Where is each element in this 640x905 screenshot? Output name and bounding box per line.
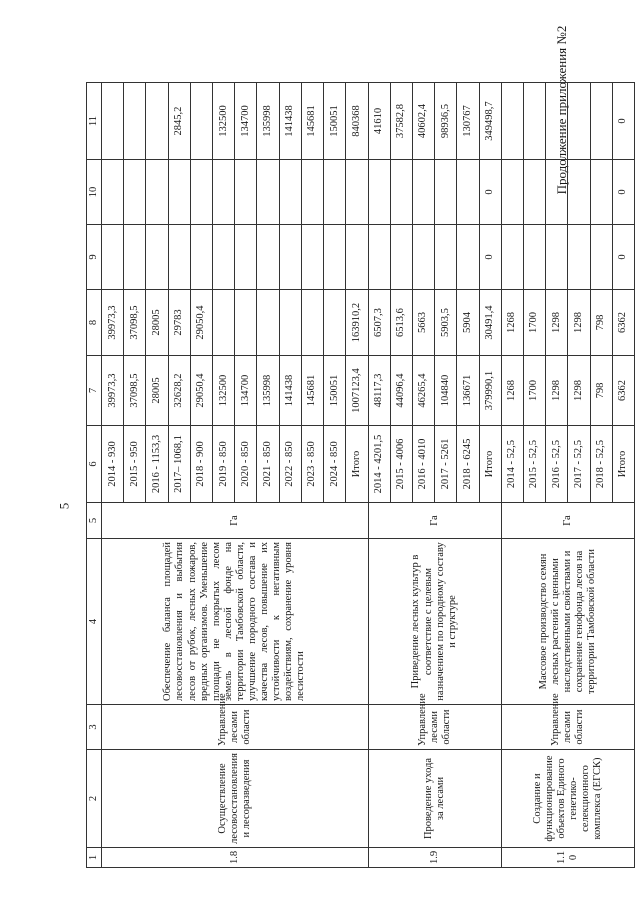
- year-volume: Итого: [346, 426, 368, 503]
- year-volume: 2015 - 52,5: [523, 426, 545, 503]
- year-volume: 2017 - 52,5: [568, 426, 590, 503]
- cost-col9: [190, 225, 212, 290]
- cost-total: 1007123,4: [346, 356, 368, 426]
- header-cell: 2: [87, 750, 102, 848]
- cost-col10: [146, 160, 168, 225]
- cost-col11: 132500: [213, 83, 235, 160]
- header-cell: 4: [87, 539, 102, 705]
- cost-col9: [324, 225, 346, 290]
- cost-total: 46265,4: [412, 356, 434, 426]
- cost-col9: 0: [479, 225, 501, 290]
- cost-col10: [168, 160, 190, 225]
- cost-col11: 134700: [235, 83, 257, 160]
- header-cell: 6: [87, 426, 102, 503]
- year-volume: 2015 - 950: [124, 426, 146, 503]
- header-row: [87, 83, 102, 868]
- cost-col9: [346, 225, 368, 290]
- cost-budget: [279, 290, 301, 356]
- cost-total: 104840: [435, 356, 457, 426]
- row-number: 1.1 0: [501, 848, 634, 868]
- cost-col9: [501, 225, 523, 290]
- year-volume: 2016 - 52,5: [546, 426, 568, 503]
- header-cell: 5: [87, 503, 102, 539]
- cost-col11: 98936,5: [435, 83, 457, 160]
- cost-budget: 6507,3: [368, 290, 390, 356]
- cost-col11: [190, 83, 212, 160]
- cost-col11: 130767: [457, 83, 479, 160]
- unit: Га: [501, 503, 634, 539]
- cost-col10: [213, 160, 235, 225]
- cost-col10: [257, 160, 279, 225]
- cost-col11: [546, 83, 568, 160]
- cost-col11: [102, 83, 124, 160]
- cost-col11: [501, 83, 523, 160]
- cost-col11: [124, 83, 146, 160]
- cost-col9: [279, 225, 301, 290]
- cost-col10: [412, 160, 434, 225]
- year-volume: 2021 - 850: [257, 426, 279, 503]
- cost-budget: 5663: [412, 290, 434, 356]
- cost-budget: [324, 290, 346, 356]
- year-volume: 2022 - 850: [279, 426, 301, 503]
- cost-total: 1268: [501, 356, 523, 426]
- cost-col9: [457, 225, 479, 290]
- year-volume: 2018 - 900: [190, 426, 212, 503]
- cost-col11: 349498,7: [479, 83, 501, 160]
- cost-col11: 41610: [368, 83, 390, 160]
- executor: Управление лесами области: [102, 705, 368, 750]
- header-cell: 10: [87, 160, 102, 225]
- cost-budget: 1268: [501, 290, 523, 356]
- cost-total: 29050,4: [190, 356, 212, 426]
- cost-total: 44096,4: [390, 356, 412, 426]
- cost-col9: [257, 225, 279, 290]
- cost-col11: 135998: [257, 83, 279, 160]
- cost-budget: 1298: [546, 290, 568, 356]
- header-cell: 7: [87, 356, 102, 426]
- cost-col9: [102, 225, 124, 290]
- program-table: [86, 82, 635, 868]
- cost-budget: 6362: [612, 290, 634, 356]
- cost-total: 1298: [546, 356, 568, 426]
- cost-total: 379990,1: [479, 356, 501, 426]
- cost-col10: [324, 160, 346, 225]
- cost-col10: [301, 160, 323, 225]
- cost-col10: [190, 160, 212, 225]
- cost-col9: [568, 225, 590, 290]
- cost-budget: [257, 290, 279, 356]
- year-volume: 2018 - 52,5: [590, 426, 612, 503]
- cost-col9: [523, 225, 545, 290]
- cost-col11: 0: [612, 83, 634, 160]
- cost-budget: 6513,6: [390, 290, 412, 356]
- cost-col10: [346, 160, 368, 225]
- row-number: 1.8: [102, 848, 368, 868]
- cost-col11: [146, 83, 168, 160]
- measure-name: Осуществление лесовосстановления и лесоразведения: [102, 750, 368, 848]
- cost-total: 798: [590, 356, 612, 426]
- year-volume: 2020 - 850: [235, 426, 257, 503]
- year-volume: 2019 - 850: [213, 426, 235, 503]
- cost-total: 135998: [257, 356, 279, 426]
- cost-total: 39973,3: [102, 356, 124, 426]
- header-cell: 1: [87, 848, 102, 868]
- measure-name: Создание и функционирование объектов Единого генетико-селекционного комплекса (ЕГСК): [501, 750, 634, 848]
- cost-total: 32628,2: [168, 356, 190, 426]
- year-volume: 2018 - 6245: [457, 426, 479, 503]
- cost-total: 1298: [568, 356, 590, 426]
- goal-description: Массовое производство семян лесных растений с ценными наследственными свойствами и сохранение генофонда лесов на территории Тамбовской области: [501, 539, 634, 705]
- cost-budget: 1298: [568, 290, 590, 356]
- cost-budget: [301, 290, 323, 356]
- cost-col11: 840368: [346, 83, 368, 160]
- goal-description: Обеспечение баланса площадей лесовосстановления и выбытия лесов от рубок, лесных пожаров, вредных организмов. Уменьшение площади не покрытых лесом земель в лесной фонде на территории Тамбовской области, улучшение породного состава и качества лесов, повышение их устойчивости к негативным воздействиям, сохранение уровня лесистости: [102, 539, 368, 705]
- year-volume: 2016 - 4010: [412, 426, 434, 503]
- cost-budget: 5904: [457, 290, 479, 356]
- year-volume: 2014 - 52,5: [501, 426, 523, 503]
- cost-col10: [368, 160, 390, 225]
- page-number: 5: [56, 502, 72, 510]
- year-volume: 2016 - 1153,3: [146, 426, 168, 503]
- year-volume: 2024 - 850: [324, 426, 346, 503]
- cost-budget: 5903,5: [435, 290, 457, 356]
- cost-col10: [102, 160, 124, 225]
- year-volume: 2017 - 5261: [435, 426, 457, 503]
- year-volume: 2015 - 4006: [390, 426, 412, 503]
- cost-total: 6362: [612, 356, 634, 426]
- cost-col10: [435, 160, 457, 225]
- unit: Га: [102, 503, 368, 539]
- cost-col9: [301, 225, 323, 290]
- cost-col9: [590, 225, 612, 290]
- cost-col9: [235, 225, 257, 290]
- cost-col9: [213, 225, 235, 290]
- cost-col9: [546, 225, 568, 290]
- year-volume: Итого: [612, 426, 634, 503]
- header-cell: 3: [87, 705, 102, 750]
- cost-col11: [590, 83, 612, 160]
- cost-total: 37098,5: [124, 356, 146, 426]
- cost-col10: 0: [612, 160, 634, 225]
- cost-col11: 2845,2: [168, 83, 190, 160]
- row-number: 1.9: [368, 848, 501, 868]
- cost-total: 28005: [146, 356, 168, 426]
- cost-col10: [124, 160, 146, 225]
- cost-col9: [368, 225, 390, 290]
- cost-total: 136671: [457, 356, 479, 426]
- cost-budget: 30491,4: [479, 290, 501, 356]
- cost-col11: 145681: [301, 83, 323, 160]
- cost-col9: [168, 225, 190, 290]
- cost-col9: [390, 225, 412, 290]
- cost-total: 145681: [301, 356, 323, 426]
- executor: Управление лесами области: [501, 705, 634, 750]
- cost-col9: [124, 225, 146, 290]
- header-cell: 8: [87, 290, 102, 356]
- cost-budget: 29050,4: [190, 290, 212, 356]
- measure-name: Проведение ухода за лесами: [368, 750, 501, 848]
- cost-col11: 150051: [324, 83, 346, 160]
- cost-budget: [235, 290, 257, 356]
- cost-col10: [568, 160, 590, 225]
- table-row: [102, 83, 124, 868]
- cost-col10: 0: [479, 160, 501, 225]
- cost-budget: 37098,5: [124, 290, 146, 356]
- cost-col10: [501, 160, 523, 225]
- cost-budget: 798: [590, 290, 612, 356]
- table-row: [368, 83, 390, 868]
- cost-col11: [523, 83, 545, 160]
- cost-total: 150051: [324, 356, 346, 426]
- rotated-table-wrapper: [86, 83, 635, 868]
- cost-budget: 28005: [146, 290, 168, 356]
- unit: Га: [368, 503, 501, 539]
- cost-budget: 29783: [168, 290, 190, 356]
- year-volume: 2023 - 850: [301, 426, 323, 503]
- caption: Продолжение приложения №2: [554, 25, 569, 195]
- cost-total: 1700: [523, 356, 545, 426]
- cost-col9: 0: [612, 225, 634, 290]
- cost-col10: [235, 160, 257, 225]
- cost-col10: [279, 160, 301, 225]
- cost-col11: 141438: [279, 83, 301, 160]
- cost-col10: [523, 160, 545, 225]
- cost-col10: [590, 160, 612, 225]
- table-row: [501, 83, 523, 868]
- cost-col9: [412, 225, 434, 290]
- year-volume: 2014 - 4201,5: [368, 426, 390, 503]
- cost-budget: 39973,3: [102, 290, 124, 356]
- cost-col10: [546, 160, 568, 225]
- goal-description: Приведение лесных культур в соответствие с целевым назначением по породному составу и структуре: [368, 539, 501, 705]
- header-cell: 11: [87, 83, 102, 160]
- cost-col11: 37582,8: [390, 83, 412, 160]
- cost-total: 132500: [213, 356, 235, 426]
- cost-budget: 163910,2: [346, 290, 368, 356]
- year-volume: 2017– 1068,1: [168, 426, 190, 503]
- executor: Управление лесами области: [368, 705, 501, 750]
- cost-col11: [568, 83, 590, 160]
- cost-col10: [457, 160, 479, 225]
- cost-col11: 40602,4: [412, 83, 434, 160]
- year-volume: 2014 - 930: [102, 426, 124, 503]
- year-volume: Итого: [479, 426, 501, 503]
- cost-budget: [213, 290, 235, 356]
- cost-total: 141438: [279, 356, 301, 426]
- cost-col10: [390, 160, 412, 225]
- cost-col9: [435, 225, 457, 290]
- cost-total: 48117,3: [368, 356, 390, 426]
- cost-total: 134700: [235, 356, 257, 426]
- cost-budget: 1700: [523, 290, 545, 356]
- cost-col9: [146, 225, 168, 290]
- header-cell: 9: [87, 225, 102, 290]
